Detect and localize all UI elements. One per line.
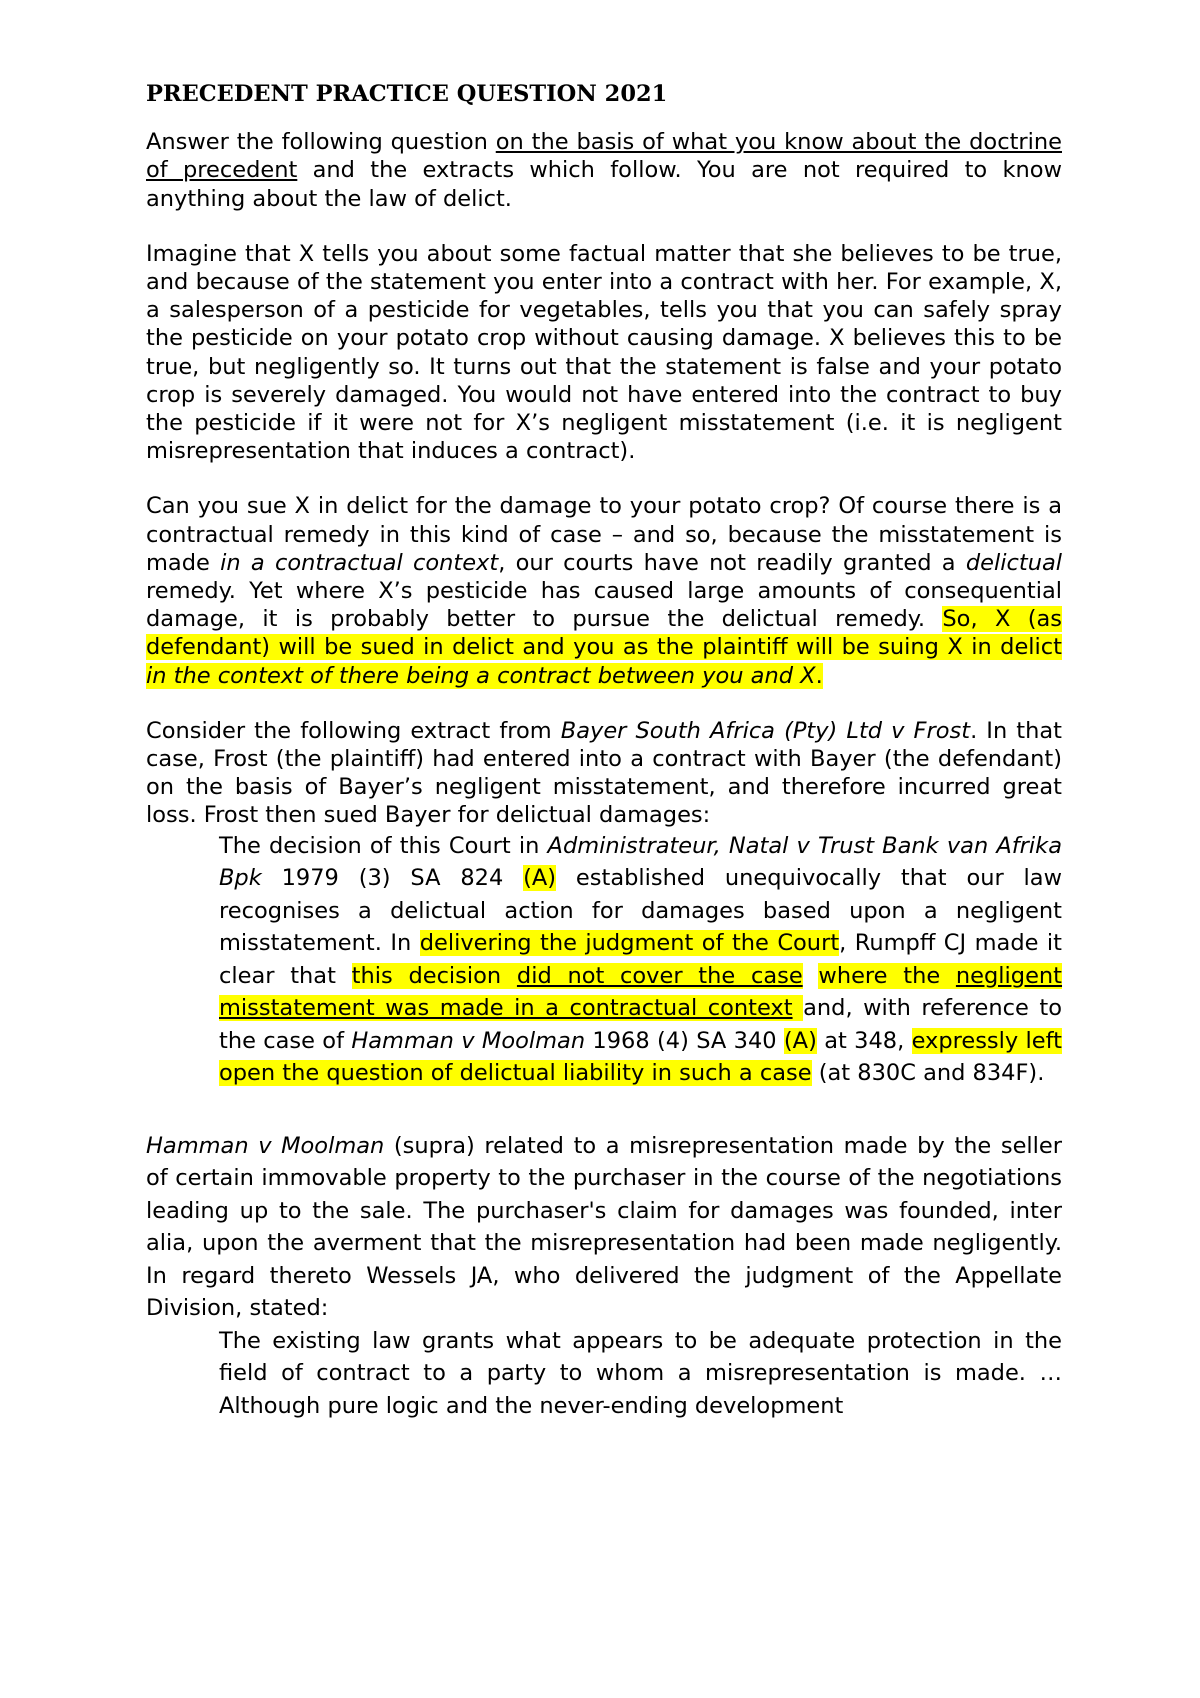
highlighted-text: where the bbox=[818, 962, 956, 989]
highlighted-text: this decision bbox=[351, 962, 517, 989]
text-run: . In that case, Frost (the plaintiff) had entered into a contract with Bayer (the defendant) on the basis of Bayer’s negligent misstatement, and therefore incurred great loss. Frost then sued Bayer for delictual damages: bbox=[146, 717, 1062, 829]
highlighted-text: So, X (as defendant) will be sued in delict and you as the plaintiff will be suing X in delict bbox=[146, 606, 1063, 661]
paragraph-hamman bbox=[146, 1130, 1062, 1325]
highlighted-underlined-text: did not cover the case bbox=[516, 962, 803, 989]
case-name: Bayer South Africa (Pty) Ltd v Frost bbox=[560, 717, 971, 744]
underlined-text: on the basis of what you know about the doctrine of precedent bbox=[146, 129, 1062, 184]
text-run: established unequivocally that our law recognises a delictual action for damages based upon a negligent misstatement. In bbox=[219, 865, 1062, 957]
case-name: Hamman v Moolman bbox=[351, 1027, 586, 1054]
text-run: (at 830C and 834F). bbox=[811, 1060, 1045, 1087]
text-run: Answer the following question bbox=[146, 129, 496, 156]
text-run: 1968 (4) SA 340 bbox=[585, 1027, 784, 1054]
text-run: 1979 (3) SA 824 bbox=[261, 865, 524, 892]
text-run: , Rumpff CJ made it clear that bbox=[219, 930, 1062, 989]
text-run: Consider the following extract from bbox=[146, 717, 561, 744]
italic-text: in a contractual context bbox=[220, 549, 499, 576]
paragraph-scenario: Imagine that X tells you about some factual matter that she believes to be true, and because of the statement you enter into a contract with her. For example, X, a salesperson of a pesticide for vegetables, tells you that you can safely spray the pesticide on your potato crop without causing damage. X believes this to be true, but negligently so. It turns out that the statement is false and your potato crop is severely damaged. You would not have entered into the contract to buy the pesticide if it were not for X’s negligent misstatement (i.e. it is negligent misrepresentation that induces a contract). bbox=[146, 240, 1062, 465]
highlighted-text: (A) bbox=[783, 1027, 817, 1054]
text-run: The decision of this Court in bbox=[219, 832, 548, 859]
text-run: at 348, bbox=[816, 1027, 912, 1054]
paragraph-extract-intro bbox=[146, 717, 1062, 830]
paragraph-question bbox=[146, 492, 1062, 689]
text-run: , our courts have not readily granted a bbox=[498, 549, 966, 576]
italic-text: delictual bbox=[965, 549, 1062, 576]
highlighted-text bbox=[793, 995, 804, 1021]
highlighted-italic-text: in the context of there being a contract between you and X bbox=[146, 662, 816, 689]
highlighted-text: expressly left open the question of delictual liability in such a case bbox=[219, 1027, 1062, 1087]
highlighted-text: (A) bbox=[523, 865, 557, 892]
text-run: Can you sue X in delict for the damage to your potato crop? Of course there is a contractual remedy in this kind of case – and so, because the misstatement is made bbox=[146, 493, 1062, 576]
text-run: remedy. Yet where X’s pesticide has caused large amounts of consequential damage, it is probably better to pursue the delictual remedy. bbox=[146, 578, 1062, 633]
highlighted-underlined-text: negligent misstatement was made in a contractual context bbox=[219, 962, 1063, 1022]
text-run: and the extracts which follow. You are not required to know anything about the law of delict. bbox=[146, 157, 1062, 212]
highlighted-text: . bbox=[815, 662, 823, 689]
document-title: PRECEDENT PRACTICE QUESTION 2021 bbox=[146, 81, 668, 107]
paragraph-instructions bbox=[146, 128, 1062, 213]
block-quote-bayer bbox=[219, 830, 1062, 1090]
highlighted-text: delivering the judgment of the Court bbox=[419, 930, 840, 957]
block-quote-hamman: The existing law grants what appears to be adequate protection in the field of contract to a party to whom a misrepresentation is made. … Although pure logic and the never-ending development bbox=[219, 1327, 1062, 1419]
document-body bbox=[146, 80, 1062, 1422]
text-run: (supra) related to a misrepresentation made by the seller of certain immovable property to the purchaser in the course of the negotiations leading up to the sale. The purchaser's claim for damages was founded, inter alia, upon the averment that the misrepresentation had been made negligently. In regard thereto Wessels JA, who delivered the judgment of the Appellate Division, stated: bbox=[146, 1132, 1063, 1322]
case-name: Hamman v Moolman bbox=[146, 1132, 385, 1159]
text-run: and, with reference to the case of bbox=[219, 995, 1062, 1054]
case-name: Administrateur, Natal v Trust Bank van Afrika Bpk bbox=[219, 832, 1062, 892]
